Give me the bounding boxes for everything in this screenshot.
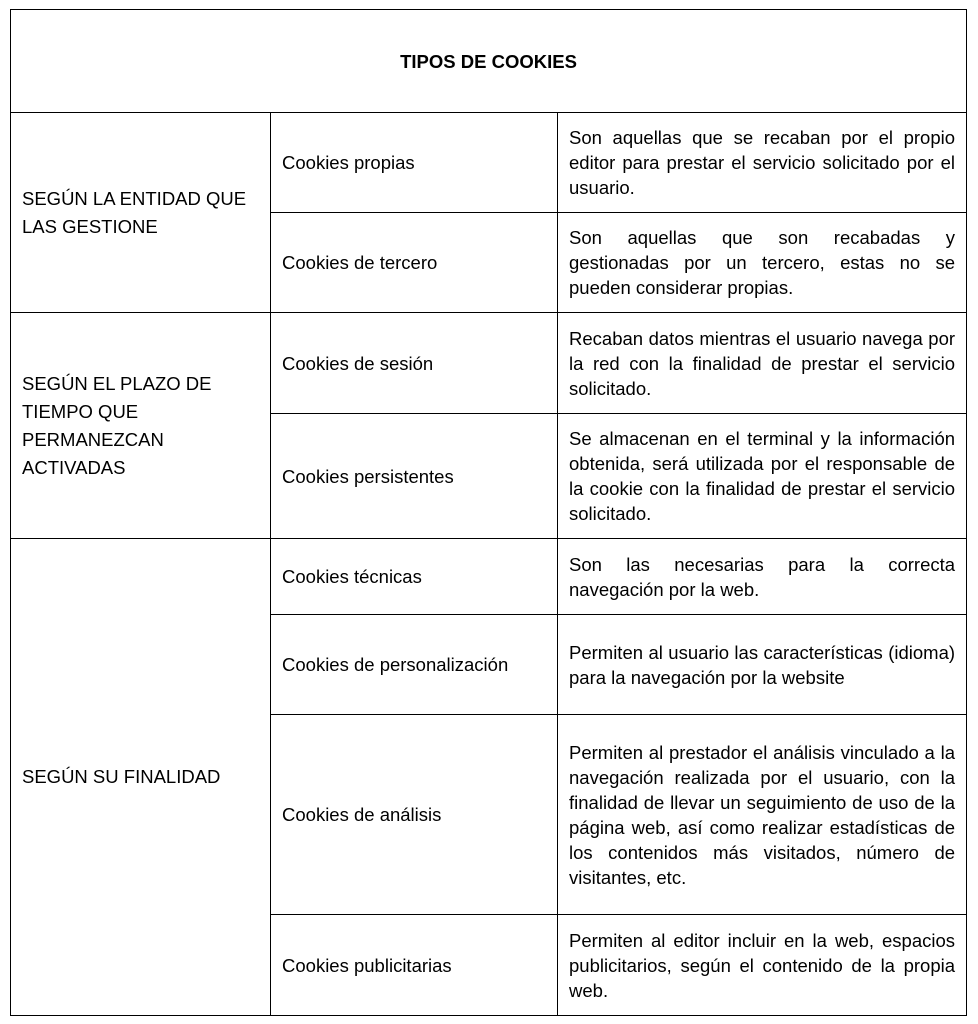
table-title: TIPOS DE COOKIES [11, 10, 967, 113]
cookie-type-persistentes: Cookies persistentes [271, 414, 558, 539]
cookie-type-tercero: Cookies de tercero [271, 213, 558, 313]
cookie-description-publicitarias: Permiten al editor incluir en la web, espacios publicitarios, según el contenido de la propia web. [558, 915, 967, 1016]
cookie-type-propias: Cookies propias [271, 113, 558, 213]
cookie-type-personalizacion: Cookies de personalización [271, 615, 558, 715]
cookie-description-analisis: Permiten al prestador el análisis vinculado a la navegación realizada por el usuario, con la finalidad de llevar un seguimiento de uso de la página web, así como realizar estadísticas de los contenidos más visitados, número de visitantes, etc. [558, 715, 967, 915]
cookie-description-personalizacion: Permiten al usuario las características (idioma) para la navegación por la website [558, 615, 967, 715]
cookie-type-tecnicas: Cookies técnicas [271, 539, 558, 615]
cookie-type-analisis: Cookies de análisis [271, 715, 558, 915]
table-header-row [11, 10, 967, 113]
cookie-description-tercero: Son aquellas que son recabadas y gestionadas por un tercero, estas no se pueden considerar propias. [558, 213, 967, 313]
cookie-types-table [10, 9, 967, 1016]
table-row [11, 113, 967, 213]
table-row [11, 313, 967, 414]
cookie-description-tecnicas: Son las necesarias para la correcta navegación por la web. [558, 539, 967, 615]
group-label-plazo: SEGÚN EL PLAZO DE TIEMPO QUE PERMANEZCAN ACTIVADAS [11, 313, 271, 539]
cookie-description-sesion: Recaban datos mientras el usuario navega por la red con la finalidad de prestar el servicio solicitado. [558, 313, 967, 414]
cookie-description-propias: Son aquellas que se recaban por el propio editor para prestar el servicio solicitado por el usuario. [558, 113, 967, 213]
group-label-entidad: SEGÚN LA ENTIDAD QUE LAS GESTIONE [11, 113, 271, 313]
cookie-type-publicitarias: Cookies publicitarias [271, 915, 558, 1016]
group-label-finalidad: SEGÚN SU FINALIDAD [11, 539, 271, 1016]
cookie-type-sesion: Cookies de sesión [271, 313, 558, 414]
cookie-description-persistentes: Se almacenan en el terminal y la información obtenida, será utilizada por el responsable de la cookie con la finalidad de prestar el servicio solicitado. [558, 414, 967, 539]
table-row [11, 539, 967, 615]
